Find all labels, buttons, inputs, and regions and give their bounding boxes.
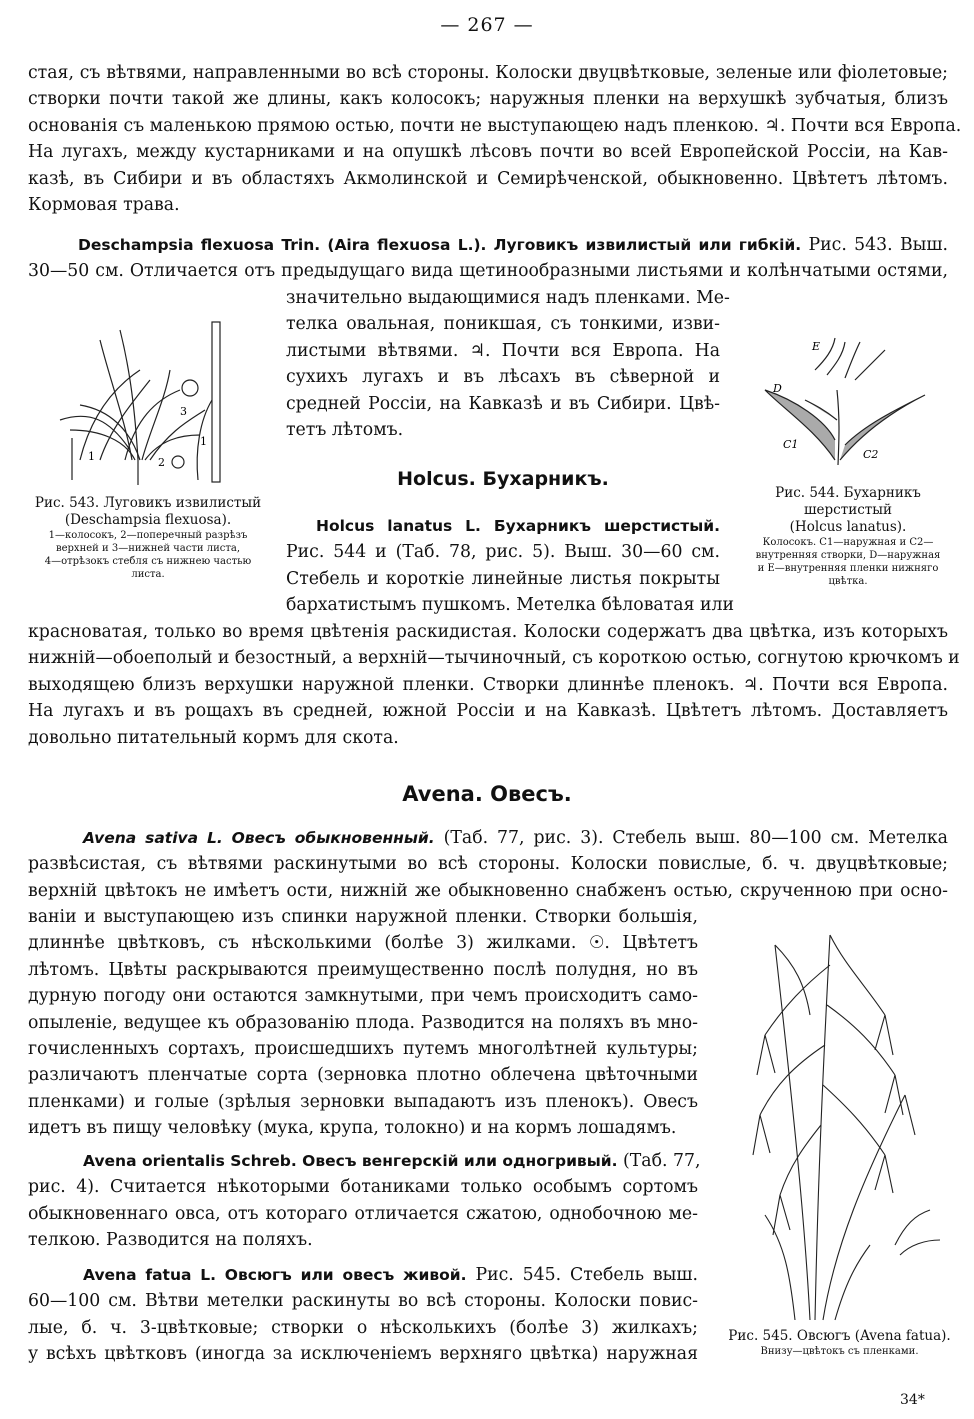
deschampsia-paragraph-cont <box>286 285 730 443</box>
caption-note: цвѣтка. <box>828 576 868 587</box>
text-line <box>28 825 948 851</box>
text-line: развѣсистая, съ вѣтвями раскинутыми во всѣ стороны. Колоски повислые, б. ч. двуцвѣтковые; <box>28 854 948 875</box>
caption-note: и E—внутренняя пленки нижняго <box>757 563 939 574</box>
text-line <box>28 1148 701 1174</box>
caption-note: внутренняя створки, D—наружная <box>755 550 941 561</box>
text-line: выходящею близъ верхушки наружной пленки. Створки длиннѣе пленокъ. ♃. Почти вся Европа. <box>28 674 948 695</box>
deschampsia-paragraph <box>28 232 948 285</box>
text-line: опыленіе, ведущее къ образованію плода. Разводится на поляхъ въ мно- <box>28 1012 698 1033</box>
text-line <box>28 232 948 258</box>
fig543-label-3: 3 <box>180 405 187 418</box>
avena-fatua-paragraph <box>28 1262 698 1368</box>
species-name: Avena sativa L. Овесъ обыкновенный. <box>83 829 435 847</box>
text-line: довольно питательный кормъ для скота. <box>28 727 399 748</box>
fig543-label-2: 2 <box>158 456 165 469</box>
text-line: створки почти такой же длины, какъ колосокъ; наружныя пленки на верхушкѣ зубчатыя, близъ <box>28 89 948 110</box>
text-line: рис. 4). Считается нѣкоторыми ботаниками только особымъ сортомъ <box>28 1177 698 1198</box>
text-line: Рис. 544 и (Таб. 78, рис. 5). Выш. 30—60 см. <box>286 542 720 563</box>
text-line: дурную погоду они остаются замкнутыми, при чемъ происходитъ само- <box>28 986 698 1007</box>
text-line: 30—50 см. Отличается отъ предыдущаго вида щетинообразными листьями и колѣнчатыми остями, <box>28 261 948 282</box>
text-line: листыми вѣтвями. ♃. Почти вся Европа. На <box>286 340 720 361</box>
signature-mark: 34* <box>900 1392 925 1408</box>
caption-note: Внизу—цвѣтокъ съ пленками. <box>760 1346 919 1357</box>
text-line: Стебель и короткіе линейные листья покрыты <box>286 568 720 589</box>
text-fragment: Рис. 543. Выш. <box>808 235 948 255</box>
species-name: Avena orientalis Schreb. Овесъ венгерскій или одногривый. <box>83 1152 618 1170</box>
text-line <box>286 513 720 539</box>
figure-543-illustration <box>40 310 260 490</box>
figure-544-caption <box>738 485 958 588</box>
species-name: Deschampsia flexuosa Trin. (Aira flexuosa L.). Луговикъ извилистый или гибкій. <box>78 236 802 254</box>
text-line: лѣтомъ. Цвѣты раскрываются преимущественно послѣ полудня, но въ <box>28 959 698 980</box>
text-line: средней Россіи, на Кавказѣ и въ Сибири. Цвѣ- <box>286 393 720 414</box>
text-line: лые, б. ч. 3-цвѣтковые; створки о нѣсколькихъ (болѣе 3) жилкахъ; <box>28 1317 698 1338</box>
text-line: обыкновеннаго овса, отъ котораго отличается сжатою, однобочною ме- <box>28 1203 698 1224</box>
text-line: нижній—обоеполый и безостный, а верхній—тычиночный, съ короткою остью, согнутою крючкомъ и <box>28 648 960 669</box>
caption-latin: (Deschampsia flexuosa). <box>64 512 232 528</box>
text-line: На лугахъ, между кустарниками и на опушкѣ лѣсовъ почти во всей Европейской Россіи, на Кав- <box>28 142 948 163</box>
text-line: сухихъ лугахъ и въ лѣсахъ въ сѣверной и <box>286 367 720 388</box>
avena-sativa-paragraph-cont <box>28 904 698 1142</box>
caption-note: 1—колосокъ, 2—поперечный разрѣзъ <box>48 530 248 541</box>
text-line: телкою. Разводится на поляхъ. <box>28 1230 313 1251</box>
text-line: верхній цвѣтокъ не имѣетъ ости, нижній же обыкновенно снабженъ остью, скрученною при осно- <box>28 880 948 901</box>
fig544-label-d: D <box>773 382 782 395</box>
caption-title: Рис. 545. Овсюгъ (Avena fatua). <box>728 1328 951 1344</box>
fig544-label-e: E <box>812 340 821 353</box>
caption-note: Колосокъ. C1—наружная и C2— <box>762 537 934 548</box>
text-line: различаютъ пленчатые сорта (зерновка плотно облечена цвѣточными <box>28 1065 698 1086</box>
text-fragment: Рис. 545. Стебель выш. <box>475 1265 698 1285</box>
text-line: телка овальная, поникшая, съ тонкими, изви- <box>286 314 720 335</box>
text-line: основанія съ маленькою прямою остью, почти не выступающею надъ пленкою. ♃. Почти вся Европа. <box>28 115 962 136</box>
text-line <box>28 1262 698 1288</box>
text-line: идетъ въ пищу человѣку (мука, крупа, толокно) и на кормъ лошадямъ. <box>28 1118 677 1139</box>
section-heading-avena: Avena. Овесъ. <box>402 782 572 806</box>
caption-title: Рис. 544. Бухарникъ <box>775 485 921 501</box>
caption-latin: (Holcus lanatus). <box>789 519 907 535</box>
fig543-label-1: 1 <box>88 450 95 463</box>
text-line: 60—100 см. Вѣтви метелки раскинуты во всѣ стороны. Колоски повис- <box>28 1291 698 1312</box>
text-line: казѣ, въ Сибири и въ областяхъ Акмолинской и Семирѣченской, обыкновенно. Цвѣтетъ лѣтомъ. <box>28 168 948 189</box>
caption-title: Рис. 543. Луговикъ извилистый <box>34 495 262 511</box>
species-name: Avena fatua L. Овсюгъ или овесъ живой. <box>83 1266 467 1284</box>
text-line: у всѣхъ цвѣтковъ (иногда за исключеніемъ верхняго цвѣтка) наружная <box>28 1344 698 1365</box>
caption-title: шерстистый <box>804 502 892 518</box>
holcus-paragraph <box>286 513 734 619</box>
species-name: Holcus lanatus L. Бухарникъ шерстистый. <box>316 517 720 535</box>
text-fragment: (Таб. 77, рис. 3). Стебель выш. 80—100 см. Метелка <box>443 828 948 848</box>
page-number: — 267 — <box>440 14 534 36</box>
intro-paragraph <box>28 60 962 218</box>
text-line: пленками) и голые (зрѣлыя зерновки выпадаютъ изъ пленокъ). Овесъ <box>28 1091 698 1112</box>
text-line: красноватая, только во время цвѣтенія раскидистая. Колоски содержатъ два цвѣтка, изъ которыхъ <box>28 622 948 642</box>
text-fragment: (Таб. 77, <box>623 1151 701 1171</box>
figure-543-caption <box>28 495 268 581</box>
text-line: тетъ лѣтомъ. <box>286 420 404 441</box>
figure-544-illustration <box>755 330 935 470</box>
caption-note: 4—отрѣзокъ стебля съ нижнею частью <box>44 556 252 567</box>
fig543-label-4: 1 <box>200 435 207 448</box>
text-line: Кормовая трава. <box>28 195 180 216</box>
text-line: бархатистымъ пушкомъ. Метелка бѣловатая или <box>286 595 734 616</box>
fig544-label-c2: C2 <box>863 448 879 461</box>
text-line: стая, съ вѣтвями, направленными во всѣ стороны. Колоски двуцвѣтковые, зеленые или фіолетовые; <box>28 63 948 83</box>
text-line: На лугахъ и въ рощахъ въ средней, южной Россіи и на Кавказѣ. Цвѣтетъ лѣтомъ. Доставляетъ <box>28 701 948 722</box>
section-heading-holcus: Holcus. Бухарникъ. <box>397 468 609 490</box>
text-line: значительно выдающимися надъ пленками. Ме- <box>286 288 730 308</box>
text-line: гочисленныхъ сортахъ, происшедшихъ путемъ многолѣтней культуры; <box>28 1039 698 1060</box>
caption-note: листа. <box>131 569 165 580</box>
text-line: ваніи и выступающею изъ спинки наружной пленки. Створки большія, <box>28 907 698 927</box>
avena-orientalis-paragraph <box>28 1148 701 1254</box>
fig544-label-c1: C1 <box>783 438 799 451</box>
avena-sativa-paragraph <box>28 825 948 904</box>
caption-note: верхней и 3—нижней части листа, <box>55 543 241 554</box>
figure-545-caption <box>712 1328 967 1358</box>
figure-545-illustration <box>735 925 955 1325</box>
holcus-paragraph-cont <box>28 619 960 751</box>
text-line: длиннѣе цвѣтковъ, съ нѣсколькими (болѣе 3) жилками. ☉. Цвѣтетъ <box>28 933 698 954</box>
